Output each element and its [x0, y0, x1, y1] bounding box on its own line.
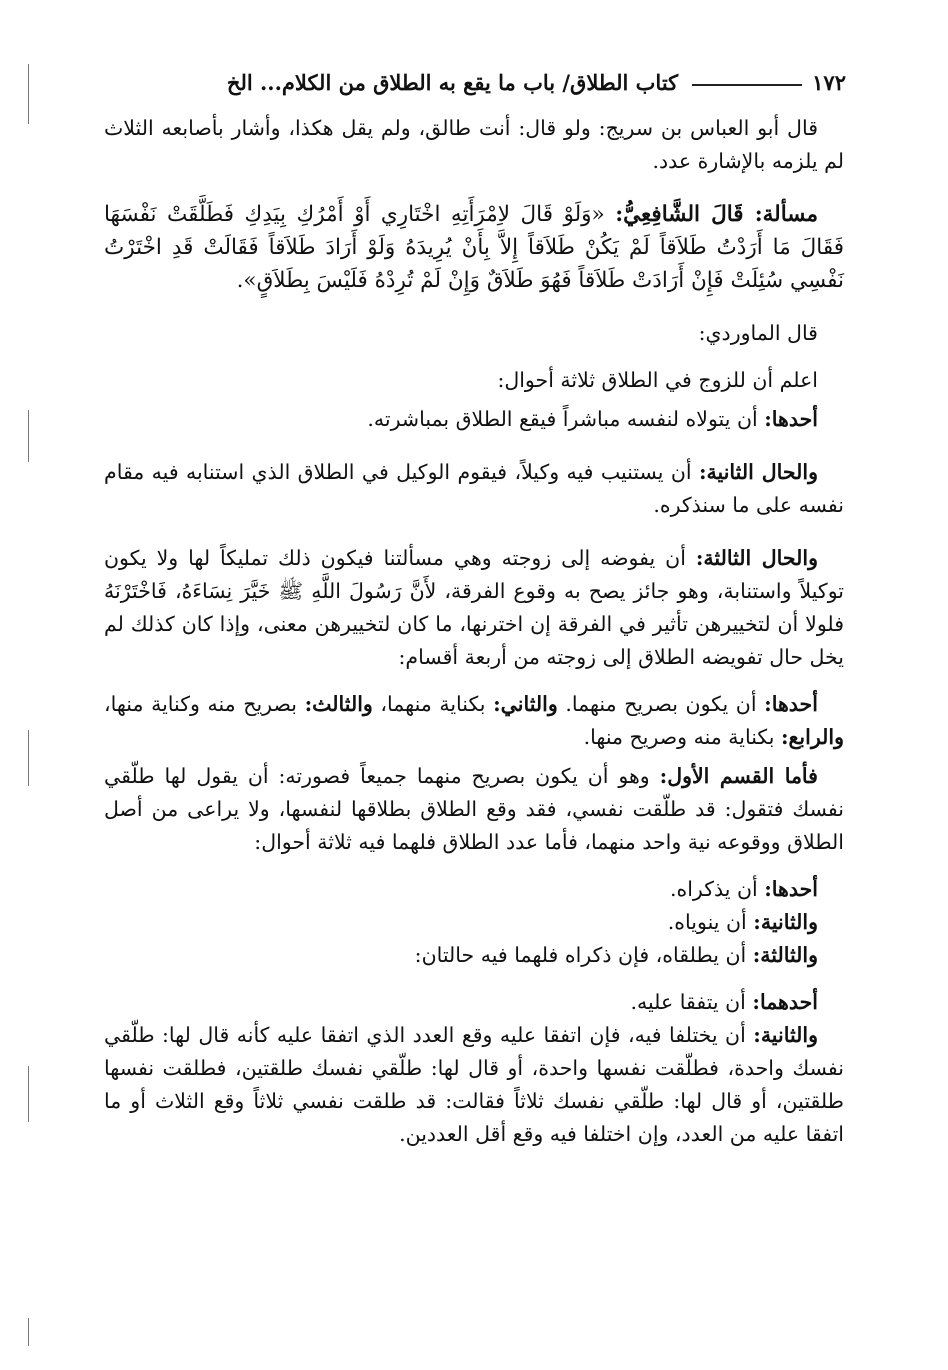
term-lead: أحدهما:: [752, 990, 818, 1014]
running-header: [98, 62, 846, 102]
paragraph: قال الماوردي:: [698, 321, 818, 345]
scan-edge-mark: [28, 730, 29, 786]
masala-heading: مسألة: قَالَ الشَّافِعِيُّ:: [615, 202, 818, 227]
header-rule: [692, 84, 802, 86]
term-lead: أحدها:: [764, 692, 818, 716]
scan-edge-mark: [28, 1318, 29, 1346]
term-lead: والثاني:: [493, 692, 558, 716]
paragraph: والثانية: أن يختلفا فيه، فإن اتفقا عليه وقع العدد الذي اتفقا عليه كأنه قال لها: طلّقي نفسك واحدة، فطلّقت نفسها واحدة، أو قال لها: طلّقي نفسك طلقتين، فطلقت نفسها طلقتين، أو قال لها: طلّقي نفسك ثلاثاً فقالت: قد طلقت نفسي ثلاثاً وقع الثلاث أو ما اتفقا عليه من العدد، وإن اختلفا فيه وقع أقل العددين.: [104, 1023, 844, 1146]
paragraph: والثالثة: أن يطلقاه، فإن ذكراه فلهما فيه حالتان:: [414, 943, 818, 967]
paragraph: قال أبو العباس بن سريج: ولو قال: أنت طالق، ولم يقل هكذا، وأشار بأصابعه الثلاث لم يلزمه بالإشارة عدد.: [104, 116, 844, 173]
term-lead: والثانية:: [753, 910, 818, 934]
page-number: ١٧٢: [812, 69, 846, 95]
term-lead: والحال الثالثة:: [695, 546, 818, 570]
masala-paragraph: [104, 198, 844, 297]
scan-edge-mark: [28, 64, 29, 124]
term-lead: فأما القسم الأول:: [659, 764, 818, 788]
paragraph: والحال الثانية: أن يستنيب فيه وكيلاً، فيقوم الوكيل في الطلاق الذي استنابه فيه مقام نفسه على ما سنذكره.: [104, 460, 844, 517]
term-lead: والرابع:: [780, 725, 844, 749]
page-body: [104, 112, 844, 1151]
scan-edge-mark: [28, 410, 29, 462]
term-lead: والثانية:: [753, 1023, 818, 1047]
term-lead: والحال الثانية:: [698, 460, 818, 484]
paragraph: فأما القسم الأول: وهو أن يكون بصريح منهما جميعاً فصورته: أن يقول لها طلّقي نفسك فتقول: قد طلّقت نفسي، فقد وقع الطلاق بطلاقها لنفسها، ولا يراعى من أصل الطلاق ووقوعه نية واحد منهما، فأما عدد الطلاق فلهما فيه ثلاثة أحوال:: [104, 764, 844, 854]
term-lead: والثالث:: [304, 692, 373, 716]
paragraph: أحدها: أن يتولاه لنفسه مباشراً فيقع الطلاق بمباشرته.: [367, 407, 818, 431]
paragraph: أحدها: أن يذكراه.: [669, 877, 818, 901]
shafii-quote: «وَلَوْ قَالَ لاِمْرَأَتِهِ اخْتَارِي أَوْ أَمْرُكِ بِيَدِكِ فَطَلَّقَتْ نَفْسَهَا فَقَالَ مَا أَرَدْتُ طَلاَقاً لَمْ يَكُنْ طَلاَقاً إِلاَّ بِأَنْ يُرِيدَهُ وَلَوْ أَرَادَ طَلاَقاً فَقَالَتْ قَدِ اخْتَرْتُ نَفْسِي سُئِلَتْ فَإِنْ أَرَادَتْ طَلاَقاً فَهُوَ طَلاَقٌ وَإِنْ لَمْ تُرِدْهُ فَلَيْسَ بِطَلاَقٍ».: [104, 202, 844, 293]
term-lead: أحدها:: [764, 877, 818, 901]
term-lead: أحدها:: [764, 407, 818, 431]
paragraph: اعلم أن للزوج في الطلاق ثلاثة أحوال:: [497, 368, 818, 392]
paragraph: أحدها: أن يكون بصريح منهما. والثاني: بكناية منهما، والثالث: بصريح منه وكناية منها، والرابع: بكناية منه وصريح منها.: [104, 692, 844, 749]
paragraph: أحدهما: أن يتفقا عليه.: [630, 990, 818, 1014]
paragraph: والحال الثالثة: أن يفوضه إلى زوجته وهي مسألتنا فيكون ذلك تمليكاً لها ولا يكون توكيلاً واستنابة، وهو جائز يصح به وقوع الفرقة، لأَنَّ رَسُولَ اللَّهِ ﷺ خَيَّرَ نِسَاءَهُ، فَاخْتَرْنَهُ فلولا أن لتخييرهن تأثير في الفرقة إن اخترنها، ما كان لتخييرهن معنى، وإذا كان كذلك لم يخل حال تفويضه الطلاق إلى زوجته من أربعة أقسام:: [104, 546, 844, 669]
scan-edge-mark: [28, 1066, 29, 1122]
paragraph: والثانية: أن ينوياه.: [667, 910, 818, 934]
term-lead: والثالثة:: [752, 943, 818, 967]
running-title: كتاب الطلاق/ باب ما يقع به الطلاق من الكلام... الخ: [226, 69, 679, 95]
